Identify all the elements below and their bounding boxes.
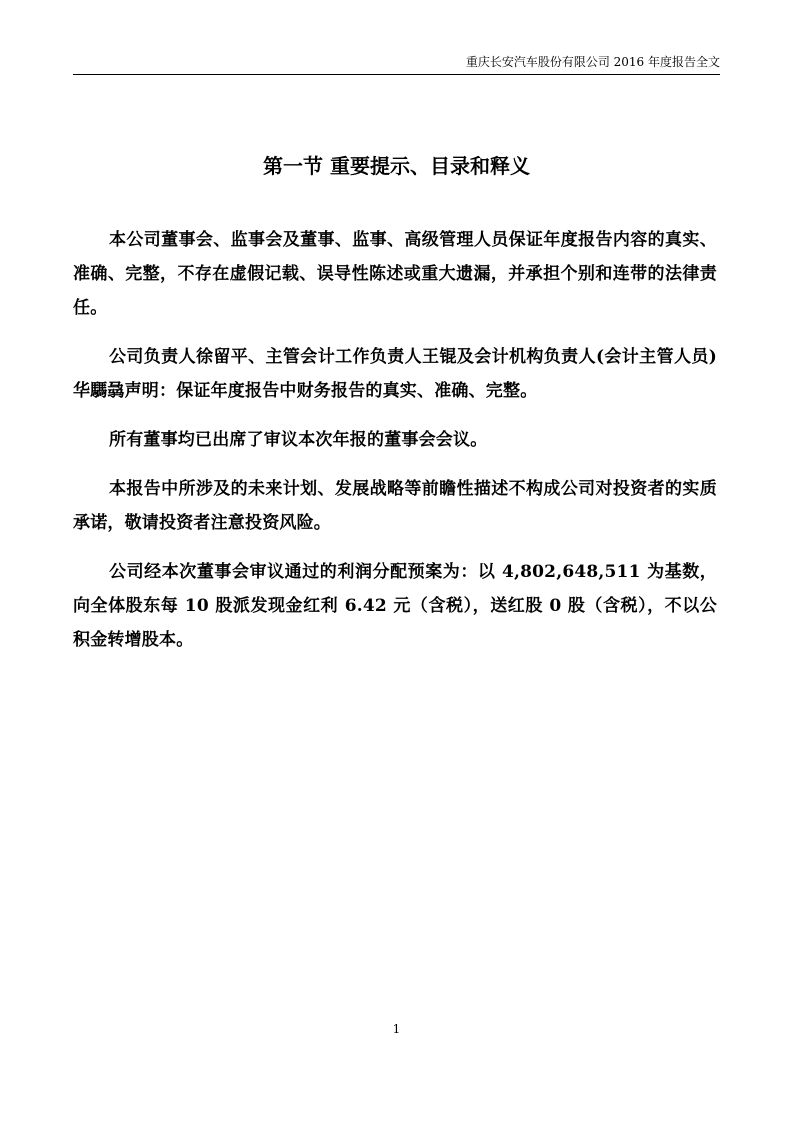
paragraph-profit-distribution: 公司经本次董事会审议通过的利润分配预案为：以 4,802,648,511 为基数，向全体股东每 10 股派发现金红利 6.42 元（含税），送红股 0 股（含税），不以公积金转增股本。 (73, 562, 717, 650)
paragraph-board-guarantee: 本公司董事会、监事会及董事、监事、高级管理人员保证年度报告内容的真实、准确、完整，不存在虚假记载、误导性陈述或重大遗漏，并承担个别和连带的法律责任。 (73, 230, 717, 318)
page-header (73, 54, 720, 75)
page-number: 1 (392, 1022, 401, 1036)
body-text (73, 223, 717, 672)
paragraph-forward-looking: 本报告中所涉及的未来计划、发展战略等前瞻性描述不构成公司对投资者的实质承诺，敬请投资者注意投资风险。 (73, 479, 717, 533)
paragraph-responsible-persons: 公司负责人徐留平、主管会计工作负责人王锟及会计机构负责人(会计主管人员)华騳骉声明：保证年度报告中财务报告的真实、准确、完整。 (73, 347, 717, 401)
section-title: 第一节 重要提示、目录和释义 (263, 154, 530, 178)
running-title: 重庆长安汽车股份有限公司 2016 年度报告全文 (465, 55, 720, 69)
paragraph-attendance: 所有董事均已出席了审议本次年报的董事会会议。 (109, 430, 488, 450)
